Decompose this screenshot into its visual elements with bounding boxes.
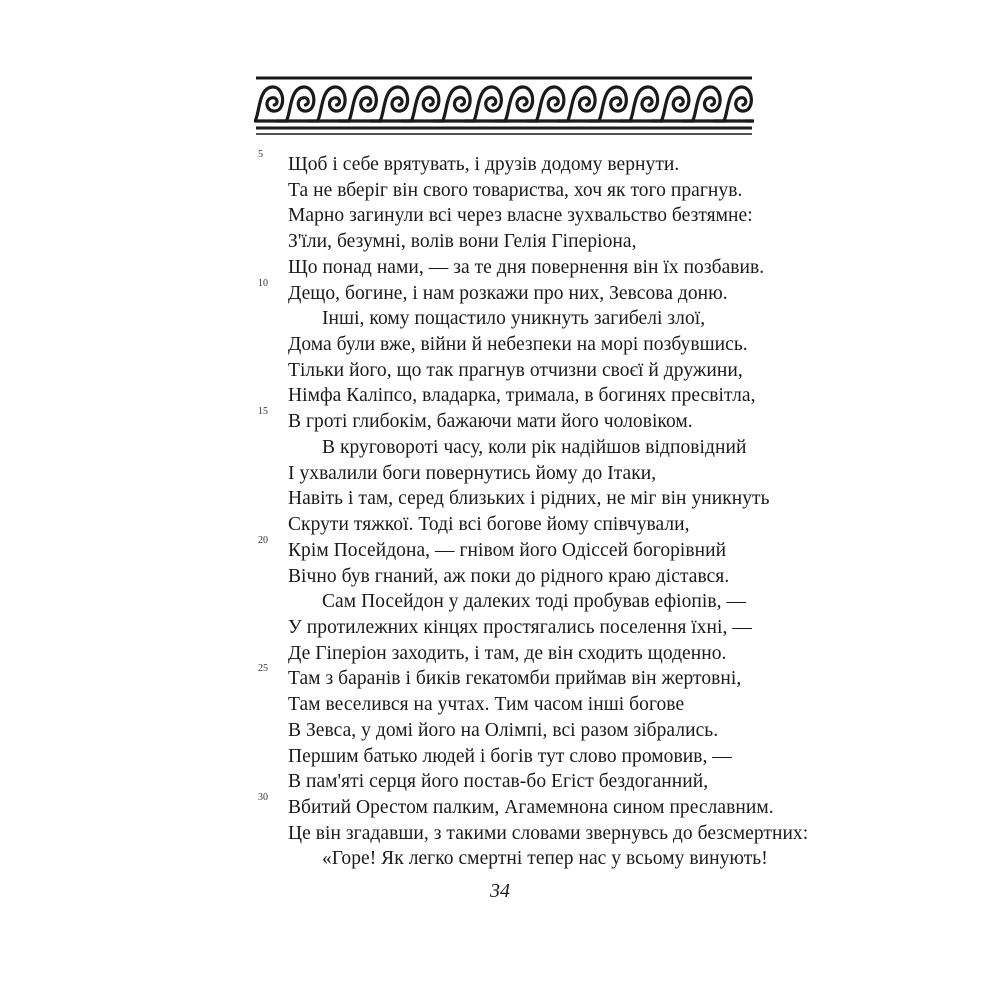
- wave-scroll-mark: [443, 87, 475, 121]
- verse-text: Вбитий Орестом палким, Агамемнона сином преславним.: [288, 796, 774, 818]
- verse-line: [258, 255, 778, 281]
- wave-scroll-mark: [318, 87, 350, 121]
- verse-line: [258, 486, 778, 512]
- verse-line: [258, 435, 778, 461]
- verse-line: [258, 149, 778, 178]
- poem-text: [258, 149, 809, 872]
- verse-text: В круговороті часу, коли рік надійшов відповідний: [322, 436, 747, 458]
- verse-line: [258, 332, 778, 358]
- wave-scroll-mark: [380, 87, 412, 121]
- verse-text: В пам'яті серця його постав-бо Егіст бездоганний,: [288, 771, 709, 793]
- verse-text: Сам Посейдон у далеких тоді пробував ефіопів, —: [322, 591, 747, 613]
- verse-line: [258, 692, 778, 718]
- wave-scroll-mark: [536, 87, 568, 121]
- line-number: 10: [258, 277, 269, 289]
- wave-scroll-mark: [286, 87, 318, 121]
- verse-line: [258, 615, 778, 641]
- verse-text: Та не вберіг він свого товариства, хоч як того прагнув.: [288, 179, 743, 201]
- verse-text: Дещо, богине, і нам розкажи про них, Зевсова доню.: [288, 282, 728, 304]
- verse-line: [258, 564, 778, 590]
- line-number: 15: [258, 406, 269, 418]
- verse-text: Німфа Каліпсо, владарка, тримала, в богинях пресвітла,: [288, 385, 756, 407]
- verse-text: Там веселився на учтах. Тим часом інші богове: [288, 694, 685, 716]
- wave-scroll-mark: [724, 87, 754, 121]
- page-number: 34: [490, 880, 510, 902]
- verse-line: [258, 846, 778, 872]
- verse-line: [258, 534, 778, 564]
- verse-line: [258, 277, 778, 307]
- verse-text: Що понад нами, — за те дня повернення він їх позбавив.: [288, 256, 765, 278]
- line-number: 30: [258, 791, 269, 803]
- wave-scroll-mark: [568, 87, 600, 121]
- verse-line: [258, 821, 809, 847]
- line-number: 25: [258, 663, 269, 675]
- verse-line: [258, 383, 778, 409]
- wave-scroll-mark: [661, 87, 693, 121]
- verse-text: В Зевса, у домі його на Олімпі, всі разом зібрались.: [288, 719, 719, 741]
- verse-text: У протилежних кінцях простягались поселення їхні, —: [288, 616, 752, 638]
- wave-scroll-mark: [349, 87, 381, 121]
- wave-scroll-mark: [693, 87, 725, 121]
- verse-text: Інші, кому пощастило уникнуть загибелі злої,: [322, 308, 706, 330]
- verse-text: Марно загинули всі через власне зухвальство безтямне:: [288, 205, 753, 227]
- wave-scroll-mark: [505, 87, 537, 121]
- verse-text: Навіть і там, серед близьких і рідних, не міг він уникнуть: [288, 488, 770, 510]
- verse-text: В гроті глибокім, бажаючи мати його чоловіком.: [288, 411, 693, 433]
- wave-scroll-mark: [474, 87, 506, 121]
- wave-scroll-mark: [630, 87, 662, 121]
- line-number: 20: [258, 534, 269, 546]
- verse-line: [258, 769, 778, 795]
- verse-text: Вічно був гнаний, аж поки до рідного краю дістався.: [288, 565, 730, 587]
- verse-text: Скрути тяжкої. Тоді всі богове йому співчували,: [288, 514, 690, 536]
- wave-scroll-mark: [255, 87, 287, 121]
- verse-line: [258, 229, 778, 255]
- wave-ornament-icon: [254, 74, 754, 140]
- verse-text: «Горе! Як легко смертні тепер нас у всьому винують!: [322, 848, 768, 870]
- verse-text: Щоб і себе врятувать, і друзів додому вернути.: [288, 154, 680, 175]
- verse-text: Тільки його, що так прагнув отчизни своєї й дружини,: [288, 359, 743, 381]
- verse-text: І ухвалили боги повернутись йому до Ітаки,: [288, 462, 657, 484]
- verse-line: [258, 203, 778, 229]
- verse-line: [258, 358, 778, 384]
- verse-line: [258, 641, 778, 667]
- verse-line: [258, 589, 778, 615]
- verse-line: [258, 718, 778, 744]
- verse-line: [258, 744, 778, 770]
- verse-text: З'їли, безумні, волів вони Гелія Гіперіона,: [288, 231, 637, 253]
- wave-scroll-mark: [599, 87, 631, 121]
- verse-line: [258, 406, 778, 435]
- verse-text: Де Гіперіон заходить, і там, де він сходить щоденно.: [288, 642, 727, 664]
- line-number: 5: [258, 149, 264, 160]
- verse-text: Дома були вже, війни й небезпеки на морі позбувшись.: [288, 334, 748, 356]
- verse-line: [258, 306, 778, 332]
- verse-line: [258, 663, 778, 692]
- verse-text: Крім Посейдона, — гнівом його Одіссей богорівний: [288, 539, 727, 561]
- verse-line: [258, 791, 778, 821]
- verse-text: Там з баранів і биків гекатомби приймав він жертовні,: [288, 668, 742, 690]
- verse-line: [258, 512, 778, 538]
- verse-text: Це він згадавши, з такими словами звернувсь до безсмертних:: [288, 822, 809, 844]
- verse-line: [258, 461, 778, 487]
- verse-text: Першим батько людей і богів тут слово промовив, —: [288, 745, 732, 767]
- wave-scroll-mark: [411, 87, 443, 121]
- verse-line: [258, 178, 778, 204]
